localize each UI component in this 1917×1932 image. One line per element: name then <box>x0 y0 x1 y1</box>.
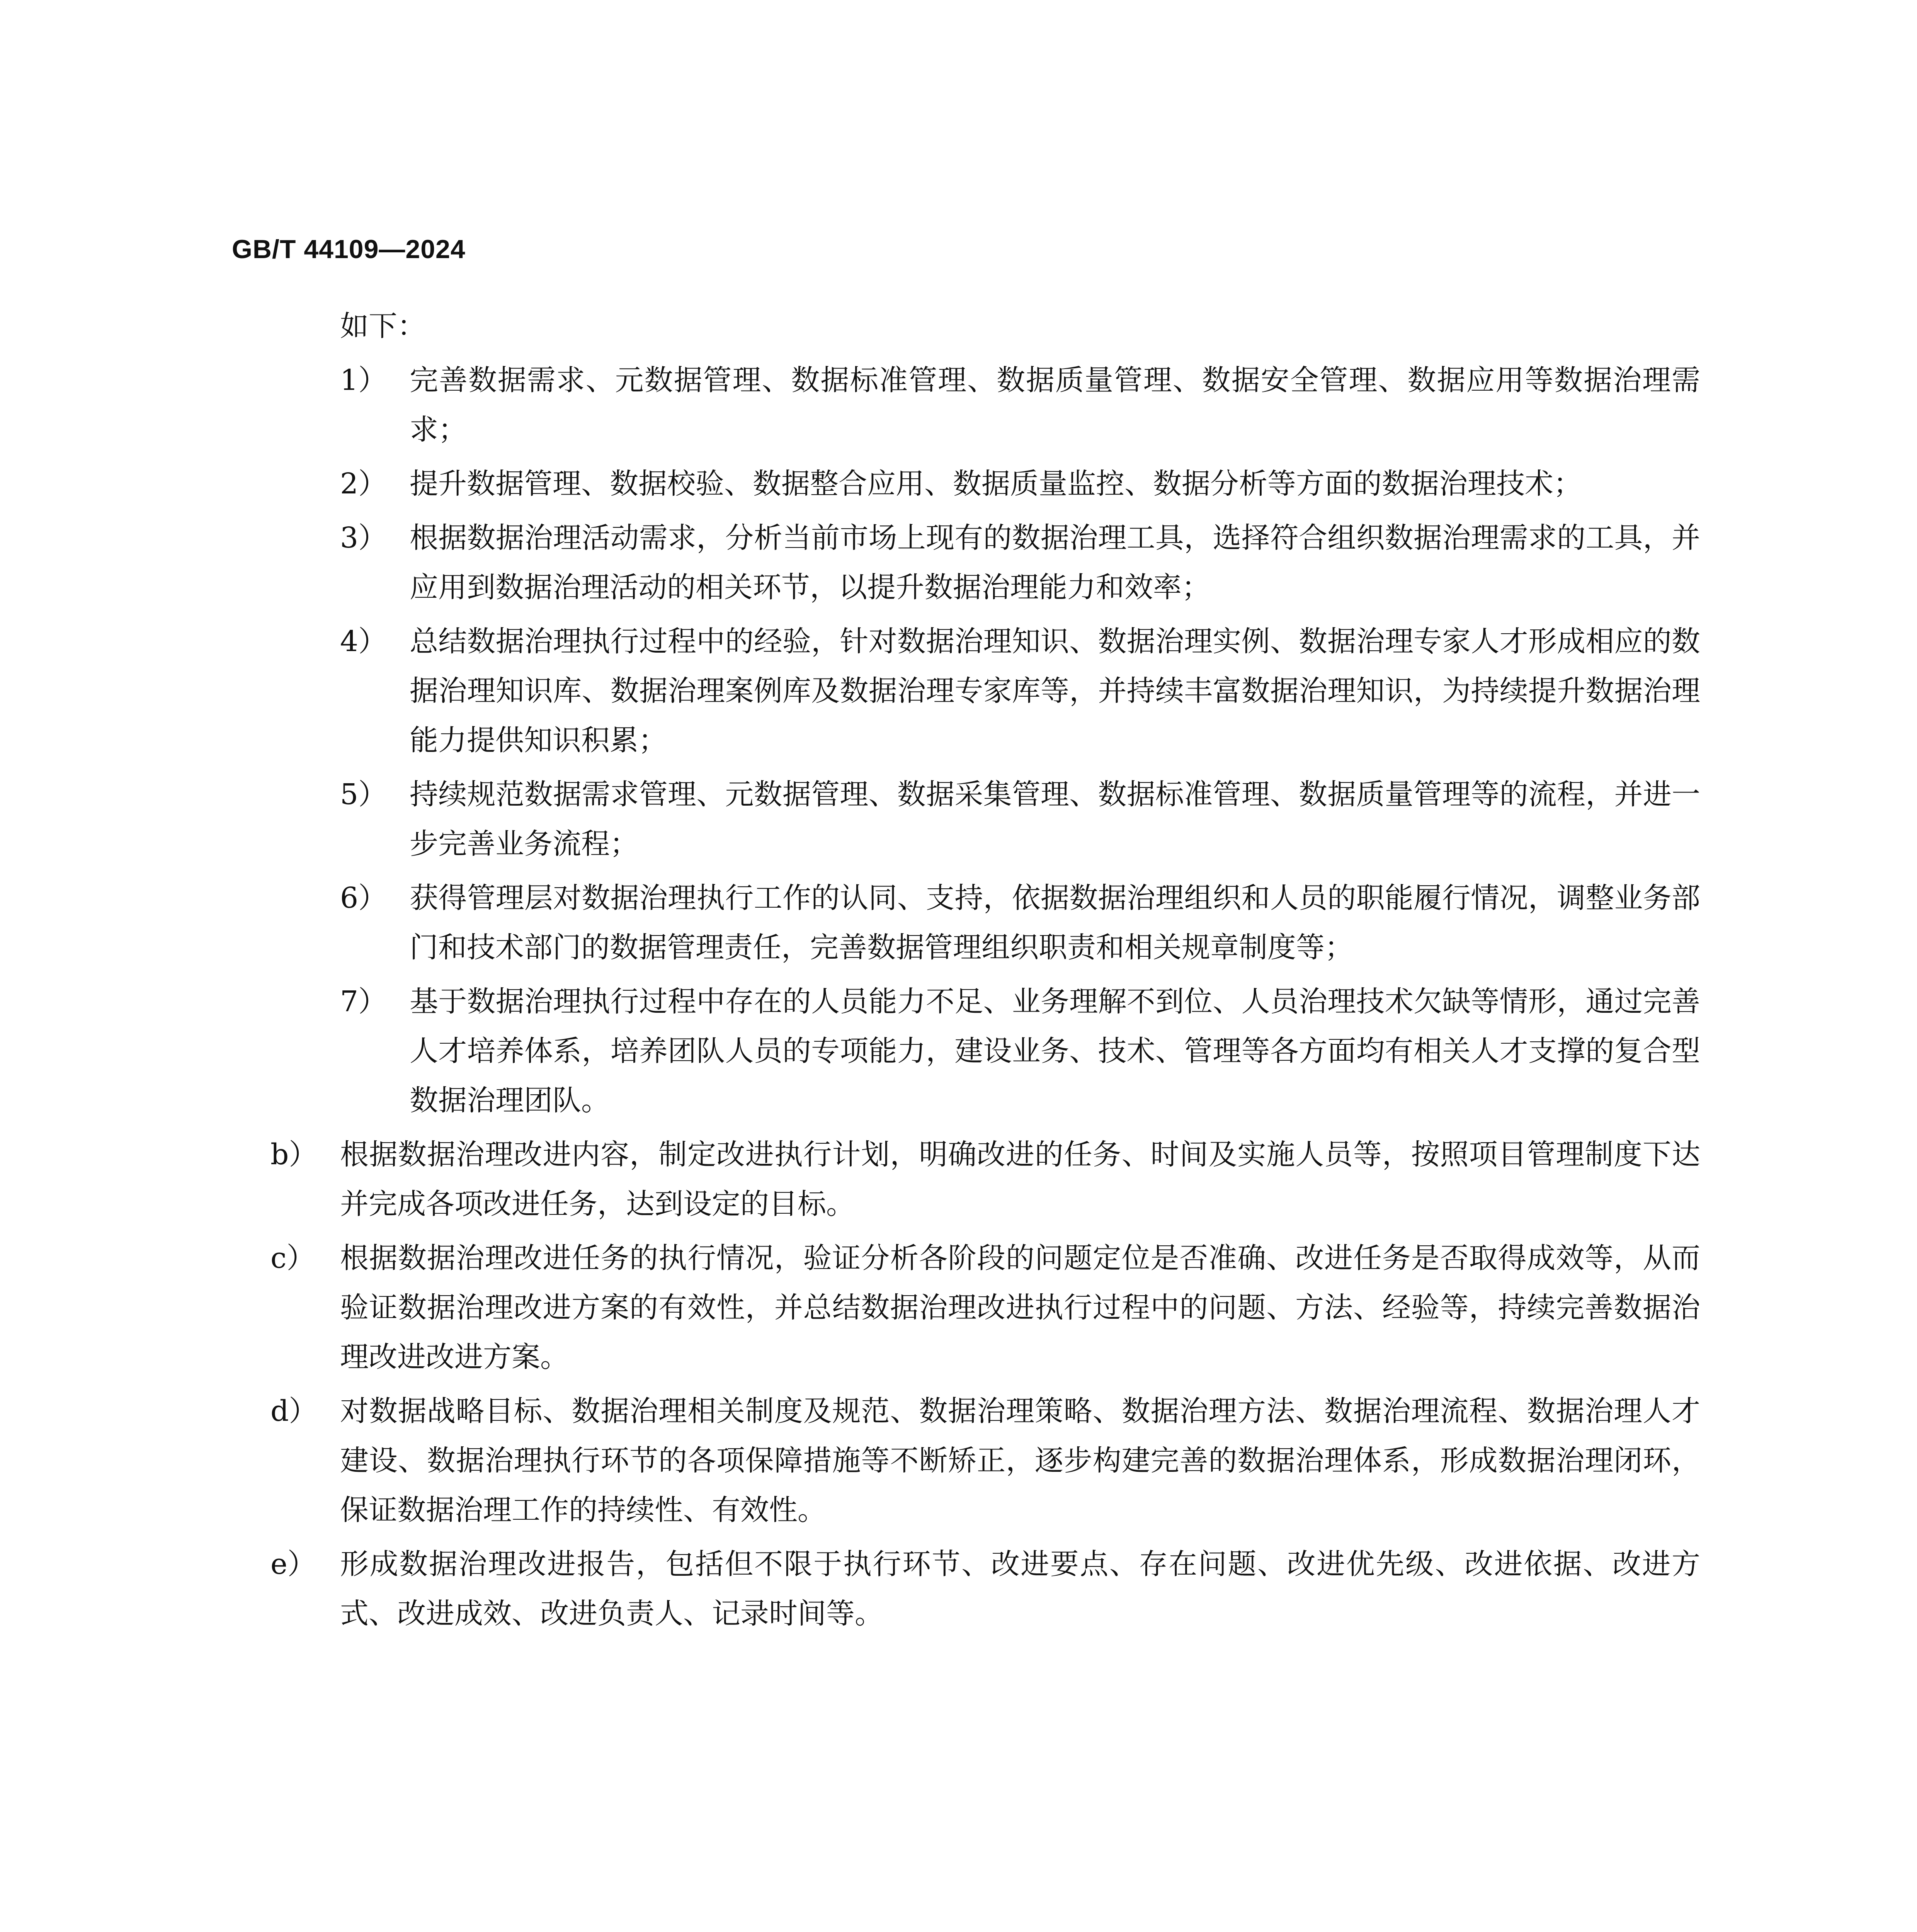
item-marker: d） <box>270 1395 318 1428</box>
item-text: 形成数据治理改进报告，包括但不限于执行环节、改进要点、存在问题、改进优先级、改进依据、改进方式、改进成效、改进负责人、记录时间等。 <box>340 1548 1700 1630</box>
item-marker: 7） <box>340 985 387 1018</box>
standard-code: GB/T 44109—2024 <box>232 235 466 264</box>
item-text: 根据数据治理改进任务的执行情况，验证分析各阶段的问题定位是否准确、改进任务是否取得成效等，从而验证数据治理改进方案的有效性，并总结数据治理改进执行过程中的问题、方法、经验等，持续完善数据治理改进改进方案。 <box>340 1242 1700 1374</box>
intro-text: 如下： <box>340 310 426 343</box>
item-marker: 2） <box>340 467 387 500</box>
item-marker: 3） <box>340 521 387 554</box>
item-marker: 1） <box>340 364 387 397</box>
item-text: 提升数据管理、数据校验、数据整合应用、数据质量监控、数据分析等方面的数据治理技术； <box>410 467 1582 500</box>
numbered-item-2 <box>340 459 1700 509</box>
numbered-item-3 <box>340 513 1700 612</box>
lettered-item-e <box>270 1539 1700 1638</box>
body-text <box>270 301 1700 1638</box>
item-text: 获得管理层对数据治理执行工作的认同、支持，依据数据治理组织和人员的职能履行情况，调整业务部门和技术部门的数据管理责任，完善数据管理组织职责和相关规章制度等； <box>410 881 1700 964</box>
item-text: 根据数据治理活动需求，分析当前市场上现有的数据治理工具，选择符合组织数据治理需求的工具，并应用到数据治理活动的相关环节，以提升数据治理能力和效率； <box>410 521 1700 604</box>
numbered-item-6 <box>340 873 1700 972</box>
item-text: 总结数据治理执行过程中的经验，针对数据治理知识、数据治理实例、数据治理专家人才形成相应的数据治理知识库、数据治理案例库及数据治理专家库等，并持续丰富数据治理知识，为持续提升数据治理能力提供知识积累； <box>410 625 1700 757</box>
item-marker: 5） <box>340 778 387 811</box>
item-marker: e） <box>270 1548 316 1581</box>
item-marker: c） <box>270 1242 315 1275</box>
numbered-item-4 <box>340 617 1700 765</box>
item-text: 对数据战略目标、数据治理相关制度及规范、数据治理策略、数据治理方法、数据治理流程、数据治理人才建设、数据治理执行环节的各项保障措施等不断矫正，逐步构建完善的数据治理体系，形成数据治理闭环，保证数据治理工作的持续性、有效性。 <box>340 1395 1700 1527</box>
numbered-item-1 <box>340 355 1700 454</box>
lettered-item-b <box>270 1130 1700 1229</box>
item-text: 持续规范数据需求管理、元数据管理、数据采集管理、数据标准管理、数据质量管理等的流程，并进一步完善业务流程； <box>410 778 1700 861</box>
item-marker: 4） <box>340 625 387 658</box>
item-text: 完善数据需求、元数据管理、数据标准管理、数据质量管理、数据安全管理、数据应用等数据治理需求； <box>410 364 1700 446</box>
numbered-item-5 <box>340 770 1700 869</box>
lettered-item-d <box>270 1386 1700 1535</box>
numbered-item-7 <box>340 977 1700 1125</box>
item-marker: b） <box>270 1138 318 1171</box>
lettered-item-c <box>270 1233 1700 1382</box>
item-marker: 6） <box>340 881 387 915</box>
item-text: 基于数据治理执行过程中存在的人员能力不足、业务理解不到位、人员治理技术欠缺等情形，通过完善人才培养体系，培养团队人员的专项能力，建设业务、技术、管理等各方面均有相关人才支撑的复合型数据治理团队。 <box>410 985 1700 1117</box>
item-text: 根据数据治理改进内容，制定改进执行计划，明确改进的任务、时间及实施人员等，按照项目管理制度下达并完成各项改进任务，达到设定的目标。 <box>340 1138 1700 1221</box>
